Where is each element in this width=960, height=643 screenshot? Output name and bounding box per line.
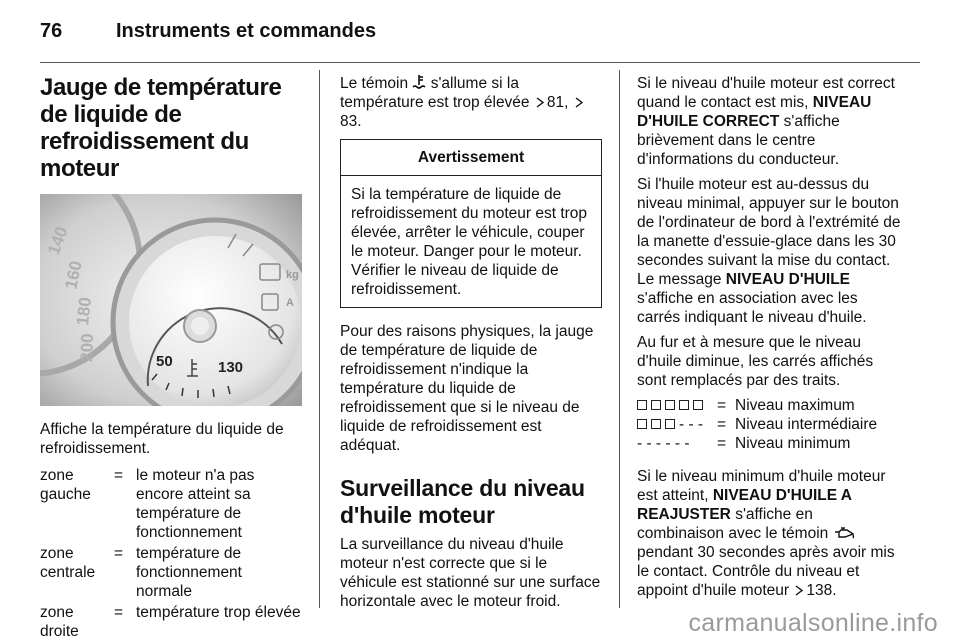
coolant-temperature-icon [412,74,426,90]
gauge-scale-high: 130 [218,359,244,376]
level-separator: = [717,435,727,452]
display-message: NIVEAU D'HUILE A REAJUSTER [637,487,852,523]
warning-body: Si la température de liquide de refroidissement du moteur est trop élevée, arrêter le véhicule, couper le moteur. Danger pour le moteur. Vérifier le niveau de liquide de refroidissement. [351,186,588,298]
gauge-number: 160 [61,259,86,291]
text-segment: s'allume si la température est trop élevée [340,75,530,111]
page-reference-arrow-icon [575,97,583,108]
watermark: carmanualsonline.info [688,609,938,637]
level-symbol-min: - - - - - - [637,435,690,452]
display-message: NIVEAU D'HUILE [725,271,851,288]
section-heading-temperature: Jauge de température de liquide de refroidissement du moteur [40,74,282,182]
page-header [40,20,920,60]
text-segment: Si le niveau minimum d'huile moteur est atteint, [637,468,886,504]
level-symbol-max [637,396,717,415]
zone-term: zone centrale [40,545,96,581]
physics-paragraph: Pour des raisons physiques, la jauge de température de liquide de refroidissement n'indique la température du liquide de refroidissement que si le niveau de liquide de refroidissement est adéquat. [340,323,594,454]
zone-separator: = [114,604,124,621]
oil-check-paragraph [637,175,903,327]
level-label: Niveau maximum [735,397,855,414]
level-separator: = [717,416,727,433]
text-segment: s'affiche en association avec les carrés indiquant le niveau d'huile. [637,290,867,326]
text-segment: pendant 30 secondes après avoir mis le contact. Contrôle du niveau et appoint d'huile moteur [637,544,895,599]
oil-level-legend [637,396,903,453]
zone-separator: = [114,545,124,562]
middle-column [340,74,602,617]
oil-correct-paragraph [637,74,903,169]
oil-minimum-paragraph [637,467,903,600]
zone-separator: = [114,467,124,484]
gauge-number: 200 [77,333,97,363]
page-reference[interactable]: 83 [340,113,358,130]
display-message: NIVEAU D'HUILE CORRECT [637,94,872,130]
gauge-scale-low: 50 [156,353,173,370]
zone-term: zone droite [40,604,79,640]
level-dashes: - - - [679,416,704,433]
zone-description: température trop élevée [136,604,301,621]
svg-text:A: A [286,297,294,309]
zone-description: le moteur n'a pas encore atteint sa température de fonctionnement [136,467,255,541]
zone-term: zone gauche [40,467,91,503]
page-number: 76 [40,20,63,42]
level-label: Niveau minimum [735,435,851,452]
text-segment: Si l'huile moteur est au-dessus du niveau minimal, appuyer sur le bouton de l'ordinateur de bord à l'extrémité de la manette d'essuie-glace dans les 30 secondes suivant la mise du contact. Le message [637,176,901,288]
oil-decrease-paragraph: Au fur et à mesure que le niveau d'huile diminue, les carrés affichés sont remplacés par des traits. [637,334,874,389]
gauge-number: 180 [73,296,95,327]
temperature-gauge-photo [40,194,302,406]
text-segment: s'affiche en combinaison avec le témoin [637,506,829,542]
page-reference-arrow-icon [536,97,544,108]
right-column [637,74,903,606]
page-reference-arrow-icon [795,585,803,596]
page-title: Instruments et commandes [116,20,377,42]
level-separator: = [717,397,727,414]
column-separator [319,70,320,608]
lamp-paragraph: Le témoin s'allume si la température est trop élevée 81, 83. [340,74,602,131]
level-symbol-intermediate [637,415,717,434]
text-segment: s'affiche brièvement dans le centre d'informations du conducteur. [637,113,840,168]
text-segment: Si le niveau d'huile moteur est correct quand le contact est mis, [637,75,895,111]
warning-title: Avertissement [341,140,601,176]
zone-description: température de fonctionnement normale [136,545,242,600]
section-heading-oil-level: Surveillance du niveau d'huile moteur [340,475,585,528]
column-separator [619,70,620,608]
gauge-number: 140 [43,224,72,258]
header-rule [40,62,920,63]
page-reference[interactable]: 81 [546,94,565,111]
left-column [40,74,302,643]
text-segment: Le témoin [340,75,409,92]
level-label: Niveau intermédiaire [735,416,878,433]
svg-text:kg: kg [286,269,299,281]
gauge-description: Affiche la température du liquide de refroidissement. [40,421,284,457]
warning-box [340,139,602,308]
page-reference[interactable]: 138. [806,582,837,599]
oil-pressure-icon [833,526,855,540]
oil-monitoring-paragraph: La surveillance du niveau d'huile moteur n'est correcte que si le véhicule est stationné sur une surface horizontale avec le moteur froid. [340,536,601,610]
zone-definition-list [40,466,302,643]
